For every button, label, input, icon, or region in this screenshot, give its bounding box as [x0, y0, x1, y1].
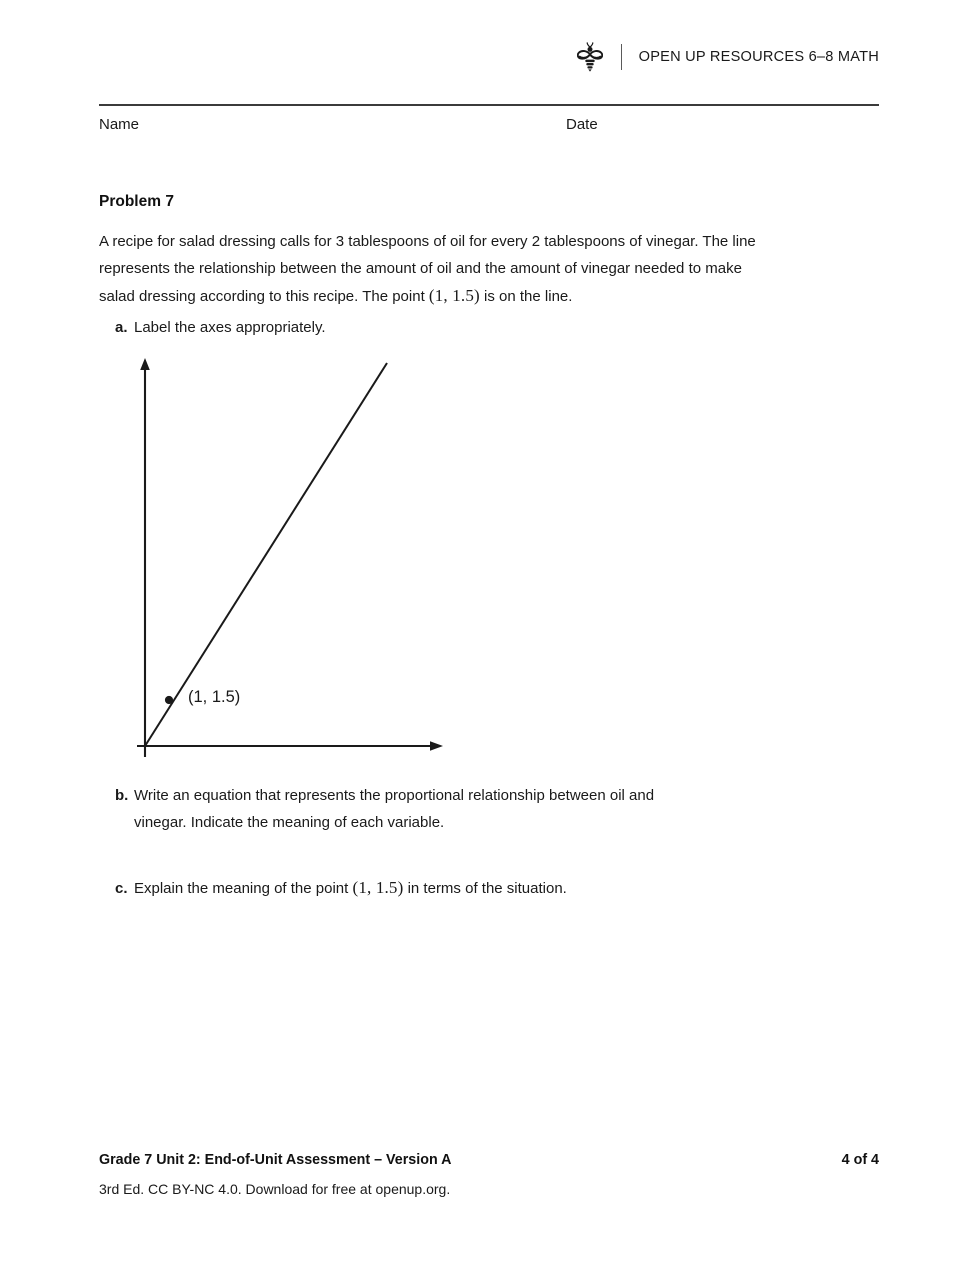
problem-statement-part2: is on the line.: [479, 287, 573, 305]
part-c-text-after: in terms of the situation.: [403, 880, 567, 897]
x-axis-arrowhead: [430, 741, 443, 751]
part-b-letter: b.: [115, 787, 129, 804]
footer-page-number: 4 of 4: [841, 1152, 879, 1168]
footer-subtitle: 3rd Ed. CC BY-NC 4.0. Download for free at openup.org.: [99, 1181, 451, 1197]
page-header: [99, 38, 879, 76]
problem-statement-point: (1, 1.5): [428, 285, 480, 305]
part-b-text-line1: Write an equation that represents the proportional relationship between oil and: [134, 787, 655, 804]
coordinate-plane-graph: [120, 350, 460, 770]
part-c-point: (1, 1.5): [352, 878, 404, 897]
part-c-text-before: Explain the meaning of the point: [134, 880, 353, 897]
problem-part-c: [115, 875, 775, 903]
problem-part-b: [115, 783, 755, 836]
header-rule: [99, 104, 879, 106]
plotted-point-label: (1, 1.5): [188, 688, 241, 706]
problem-part-a: [115, 315, 775, 342]
part-c-letter: c.: [115, 880, 128, 897]
plotted-point: [165, 696, 173, 704]
name-field-label: Name: [99, 116, 140, 133]
header-brand-text: OPEN UP RESOURCES 6–8 MATH: [638, 49, 879, 65]
proportional-line: [145, 363, 387, 746]
problem-statement: [99, 229, 779, 310]
part-b-text-line2: vinegar. Indicate the meaning of each variable.: [134, 813, 445, 831]
bee-icon: [577, 42, 603, 72]
footer-title: Grade 7 Unit 2: End-of-Unit Assessment – Version A: [99, 1152, 452, 1168]
problem-title: Problem 7: [99, 193, 174, 210]
part-a-text: Label the axes appropriately.: [134, 319, 326, 336]
header-divider: [621, 44, 622, 70]
part-a-letter: a.: [115, 319, 128, 336]
problem-statement-part1: A recipe for salad dressing calls for 3 tablespoons of oil for every 2 tablespoons of vinegar. The line represents the relationship between the amount of oil and the amount of vinegar needed to make salad dressing according to this recipe. The point: [99, 233, 756, 305]
date-field-label: Date: [566, 116, 598, 133]
y-axis-arrowhead: [140, 358, 150, 370]
